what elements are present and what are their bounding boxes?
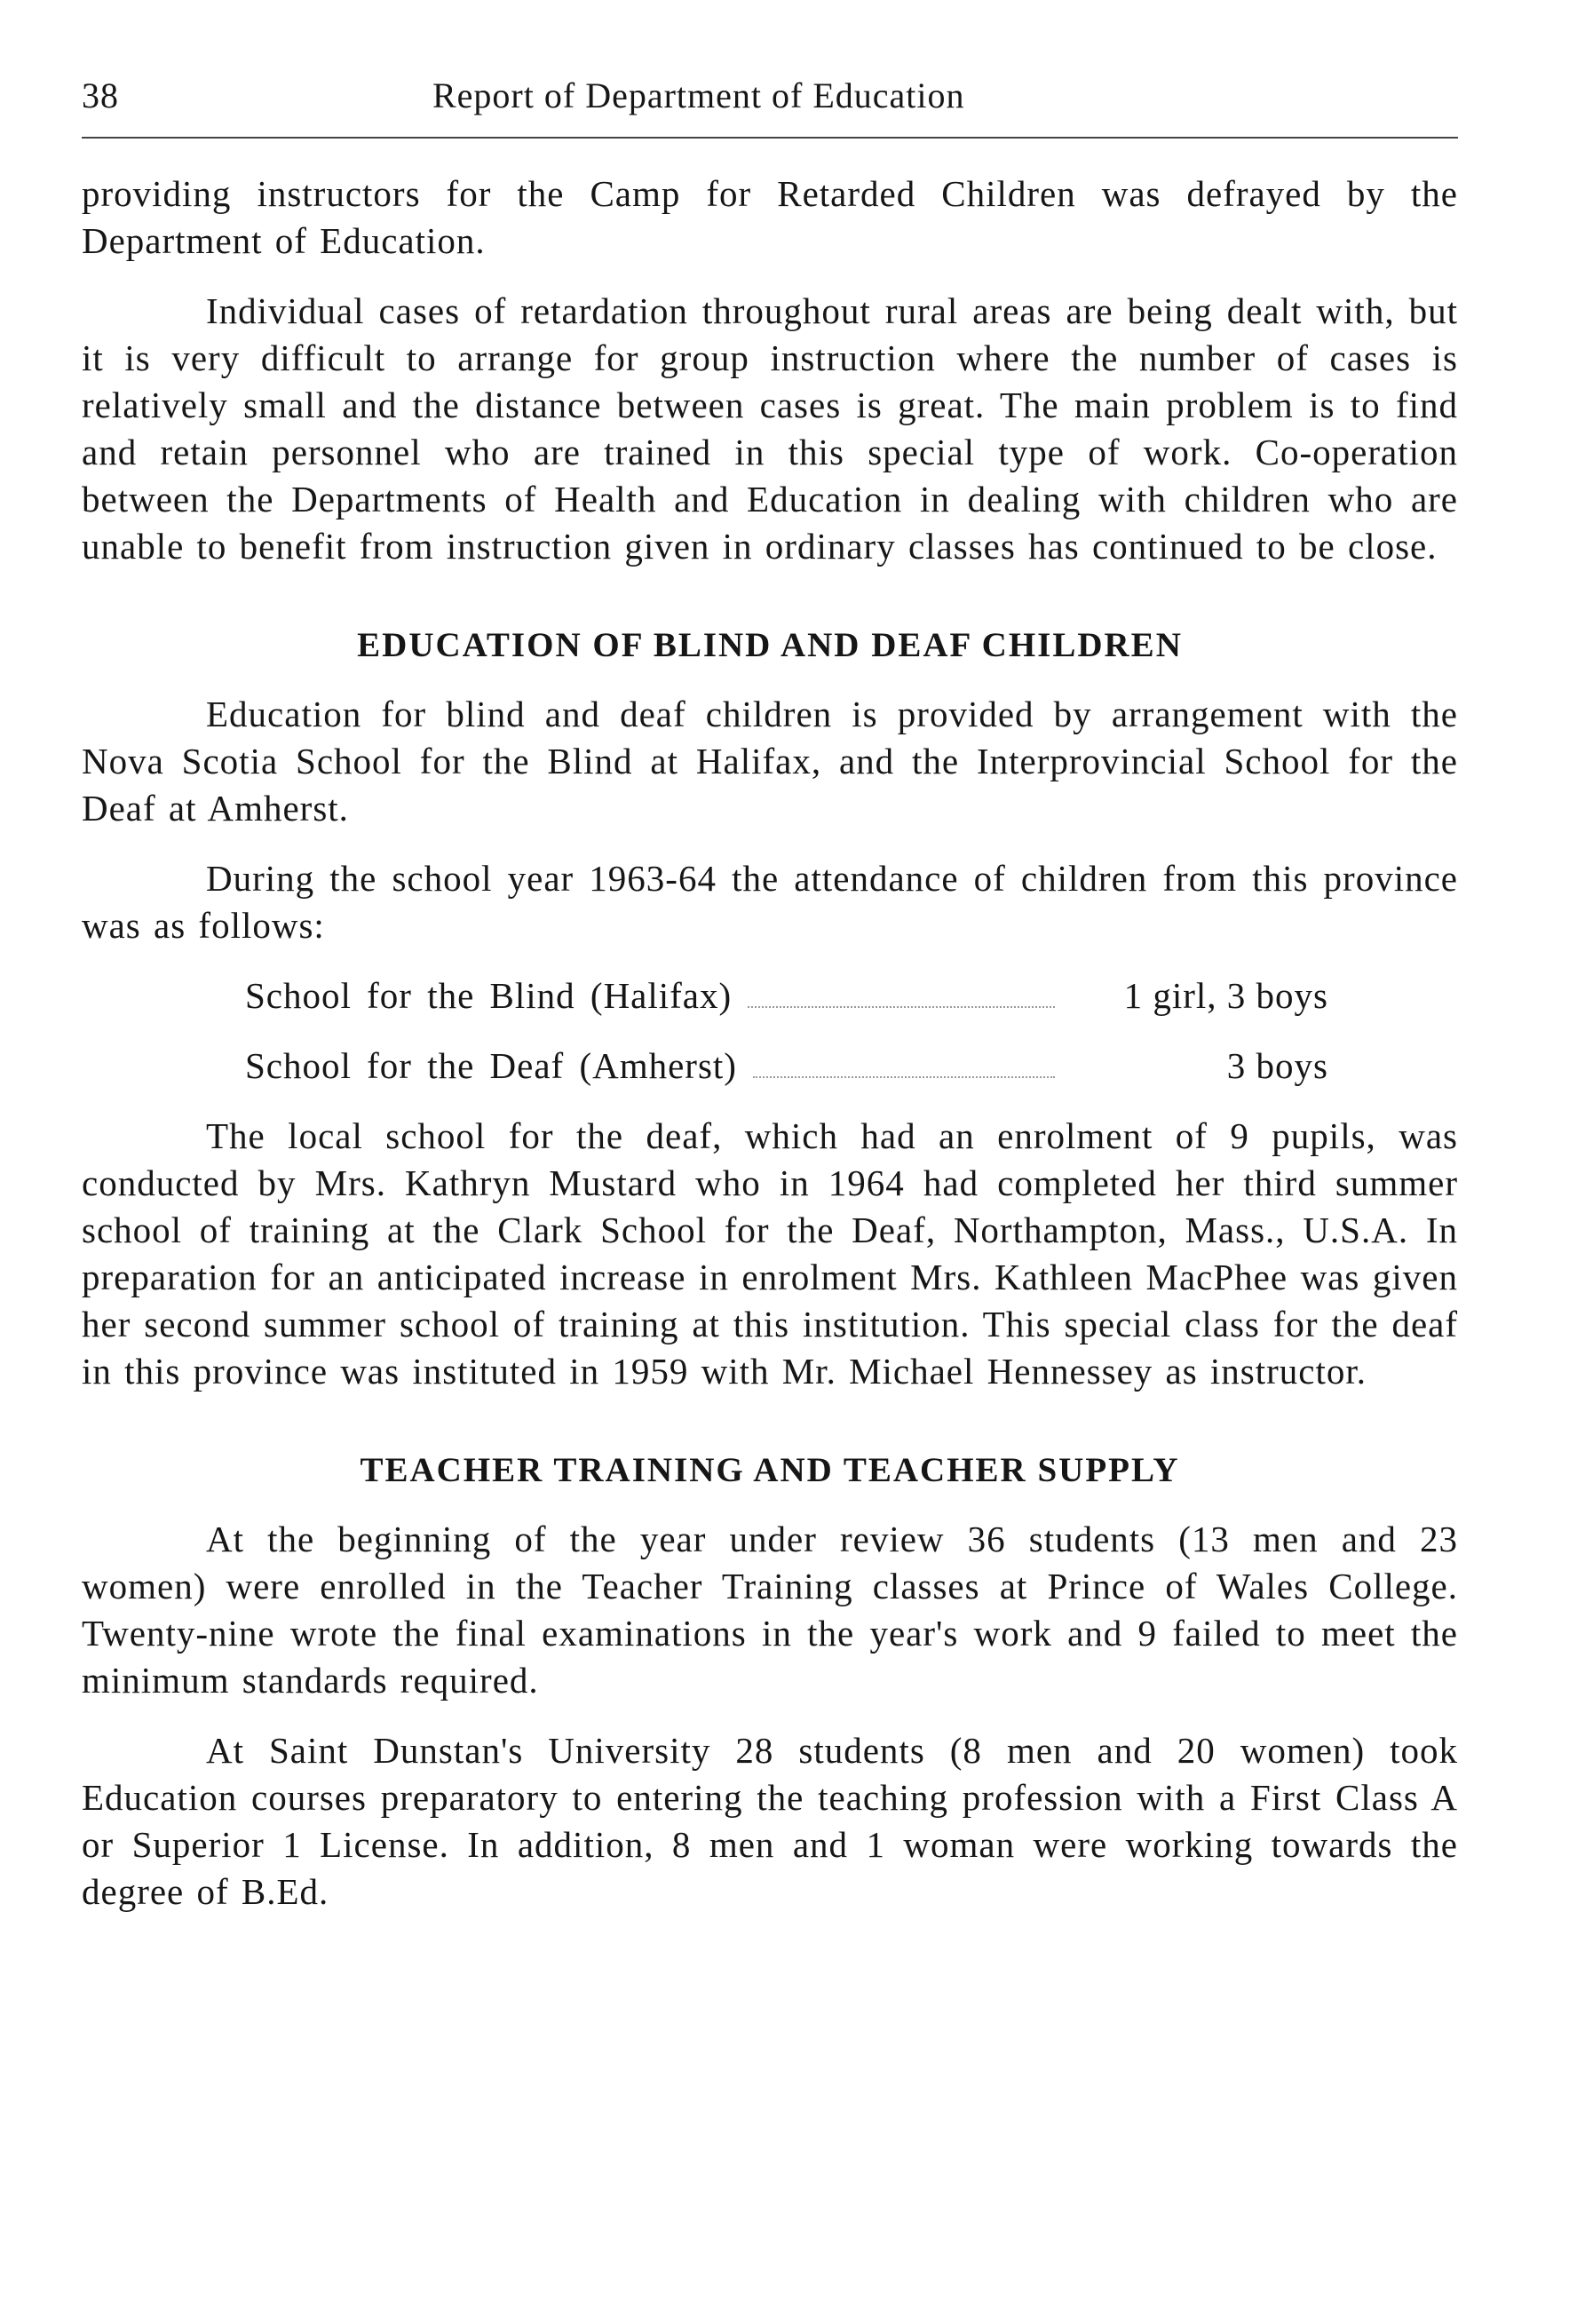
attendance-count: 3 boys <box>1226 1045 1328 1086</box>
paragraph-attendance-intro: During the school year 1963-64 the attendance of children from this province was as follows: <box>82 858 1458 946</box>
document-page <box>82 62 1458 1916</box>
attendance-school: School for the Deaf (Amherst) <box>245 1045 737 1086</box>
page-number: 38 <box>82 75 119 115</box>
paragraph-prince-of-wales: At the beginning of the year under review 36 students (13 men and 23 women) were enrolled in the Teacher Training classes at Prince of Wales College. Twenty-nine wrote the final examinations in the year's work and 9 failed to meet the minimum standards required. <box>82 1519 1458 1701</box>
section-heading-teacher-training: TEACHER TRAINING AND TEACHER SUPPLY <box>360 1451 1180 1489</box>
attendance-row <box>245 1043 1328 1090</box>
running-title: Report of Department of Education <box>432 75 965 115</box>
paragraph-retardation-cases: Individual cases of retardation throughout rural areas are being dealt with, but it is very difficult to arrange for group instruction where the number of cases is relatively small and the distance between cases is great. The main problem is to find and retain personnel who are trained in this special type of work. Co-operation between the Departments of Health and Education in dealing with children who are unable to benefit from instruction given in ordinary classes has continued to be close. <box>82 290 1458 567</box>
paragraph-local-deaf-school: The local school for the deaf, which had an enrolment of 9 pupils, was conducted by Mrs. Kathryn Mustard who in 1964 had completed her third summer school of training at the Clark School for the Deaf, Northampton, Mass., U.S.A. In preparation for an anticipated increase in enrolment Mrs. Kathleen MacPhee was given her second summer school of training at this institution. This special class for the deaf in this province was instituted in 1959 with Mr. Michael Hennessey as instructor. <box>82 1115 1458 1392</box>
attendance-row <box>245 972 1328 1019</box>
attendance-count: 1 girl, 3 boys <box>1123 975 1328 1016</box>
section-heading-blind-deaf: EDUCATION OF BLIND AND DEAF CHILDREN <box>357 626 1183 664</box>
page-header <box>82 62 1458 130</box>
header-rule <box>82 137 1458 139</box>
leader-dots <box>748 1006 1055 1008</box>
attendance-school: School for the Blind (Halifax) <box>245 975 733 1016</box>
paragraph-saint-dunstans: At Saint Dunstan's University 28 students (8 men and 20 women) took Education courses preparatory to entering the teaching profession with a First Class A or Superior 1 License. In addition, 8 men and 1 woman were working towards the degree of B.Ed. <box>82 1730 1458 1912</box>
leader-dots <box>753 1076 1055 1078</box>
paragraph-blind-deaf-arrangement: Education for blind and deaf children is provided by arrangement with the Nova Scotia School for the Blind at Halifax, and the Interprovincial School for the Deaf at Amherst. <box>82 694 1458 829</box>
paragraph-continuation: providing instructors for the Camp for Retarded Children was defrayed by the Department of Education. <box>82 173 1458 261</box>
